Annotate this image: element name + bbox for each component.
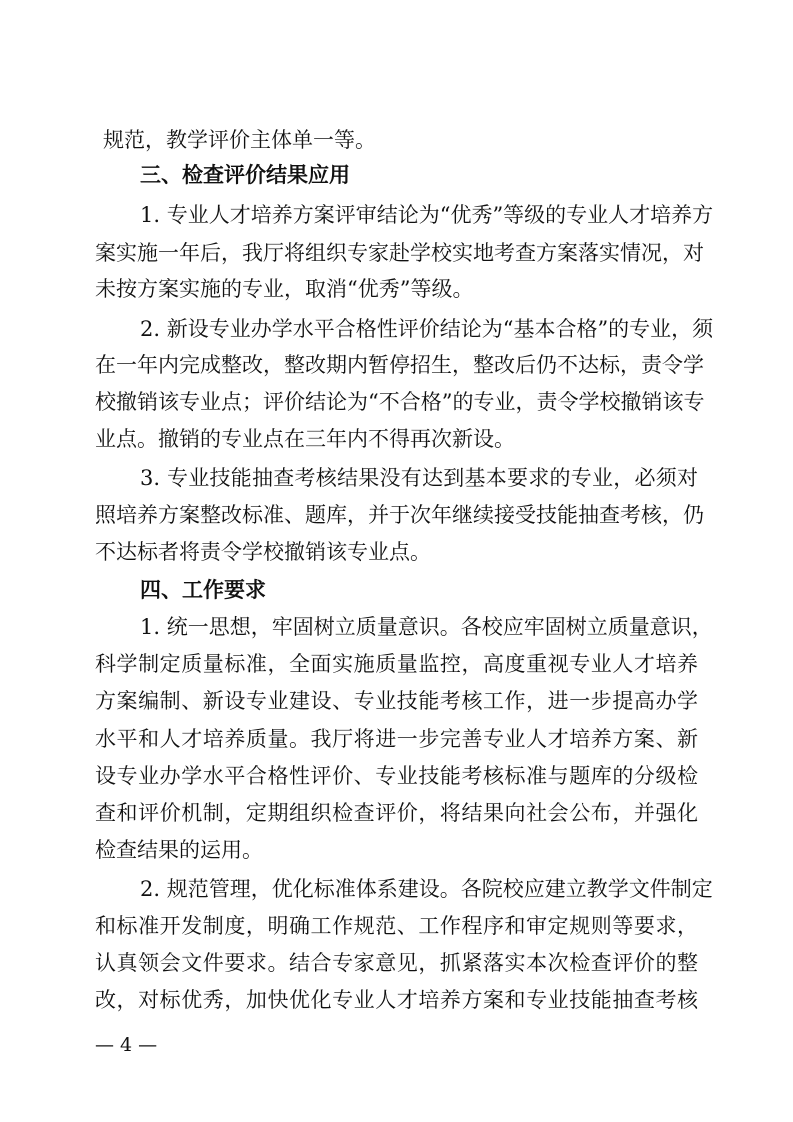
paragraph-line: 改，对标优秀，加快优化专业人才培养方案和专业技能抽查考核 — [95, 988, 698, 1012]
paragraph-line: 2. 规范管理，优化标准体系建设。各院校应建立教学文件制定 — [140, 877, 713, 901]
paragraph-line: 和标准开发制度，明确工作规范、工作程序和审定规则等要求， — [95, 914, 698, 938]
paragraph-line: 检查结果的运用。 — [95, 838, 263, 862]
paragraph-line: 认真领会文件要求。结合专家意见，抓紧落实本次检查评价的整 — [95, 951, 698, 975]
paragraph-line: 1. 专业人才培养方案评审结论为“优秀”等级的专业人才培养方 — [140, 203, 714, 227]
paragraph-line: 方案编制、新设专业建设、专业技能考核工作，进一步提高办学 — [95, 689, 698, 713]
section-heading-4: 四、工作要求 — [140, 578, 266, 602]
section-heading-3: 三、检查评价结果应用 — [140, 163, 350, 187]
paragraph-line: 科学制定质量标准，全面实施质量监控，高度重视专业人才培养 — [95, 652, 698, 676]
paragraph-line: 案实施一年后，我厅将组织专家赴学校实地考查方案落实情况，对 — [95, 241, 704, 265]
paragraph-line: 校撤销该专业点；评价结论为“不合格”的专业，责令学校撤销该专 — [95, 390, 705, 414]
paragraph-line: 2. 新设专业办学水平合格性评价结论为“基本合格”的专业，须 — [140, 317, 714, 341]
paragraph-line: 1. 统一思想，牢固树立质量意识。各校应牢固树立质量意识， — [140, 615, 713, 639]
paragraph-line: 规范，教学评价主体单一等。 — [103, 128, 376, 152]
paragraph-line: 不达标者将责令学校撤销该专业点。 — [95, 540, 431, 564]
paragraph-line: 查和评价机制，定期组织检查评价，将结果向社会公布，并强化 — [95, 801, 698, 825]
paragraph-line: 未按方案实施的专业，取消“优秀”等级。 — [95, 277, 474, 301]
paragraph-line: 照培养方案整改标准、题库，并于次年继续接受技能抽查考核，仍 — [95, 503, 704, 527]
paragraph-line: 在一年内完成整改，整改期内暂停招生，整改后仍不达标，责令学 — [95, 353, 704, 377]
paragraph-line: 业点。撤销的专业点在三年内不得再次新设。 — [95, 427, 515, 451]
paragraph-line: 设专业办学水平合格性评价、专业技能考核标准与题库的分级检 — [95, 764, 698, 788]
paragraph-line: 水平和人才培养质量。我厅将进一步完善专业人才培养方案、新 — [95, 727, 698, 751]
page-number: — 4 — — [95, 1034, 158, 1056]
paragraph-line: 3. 专业技能抽查考核结果没有达到基本要求的专业，必须对 — [140, 466, 698, 490]
